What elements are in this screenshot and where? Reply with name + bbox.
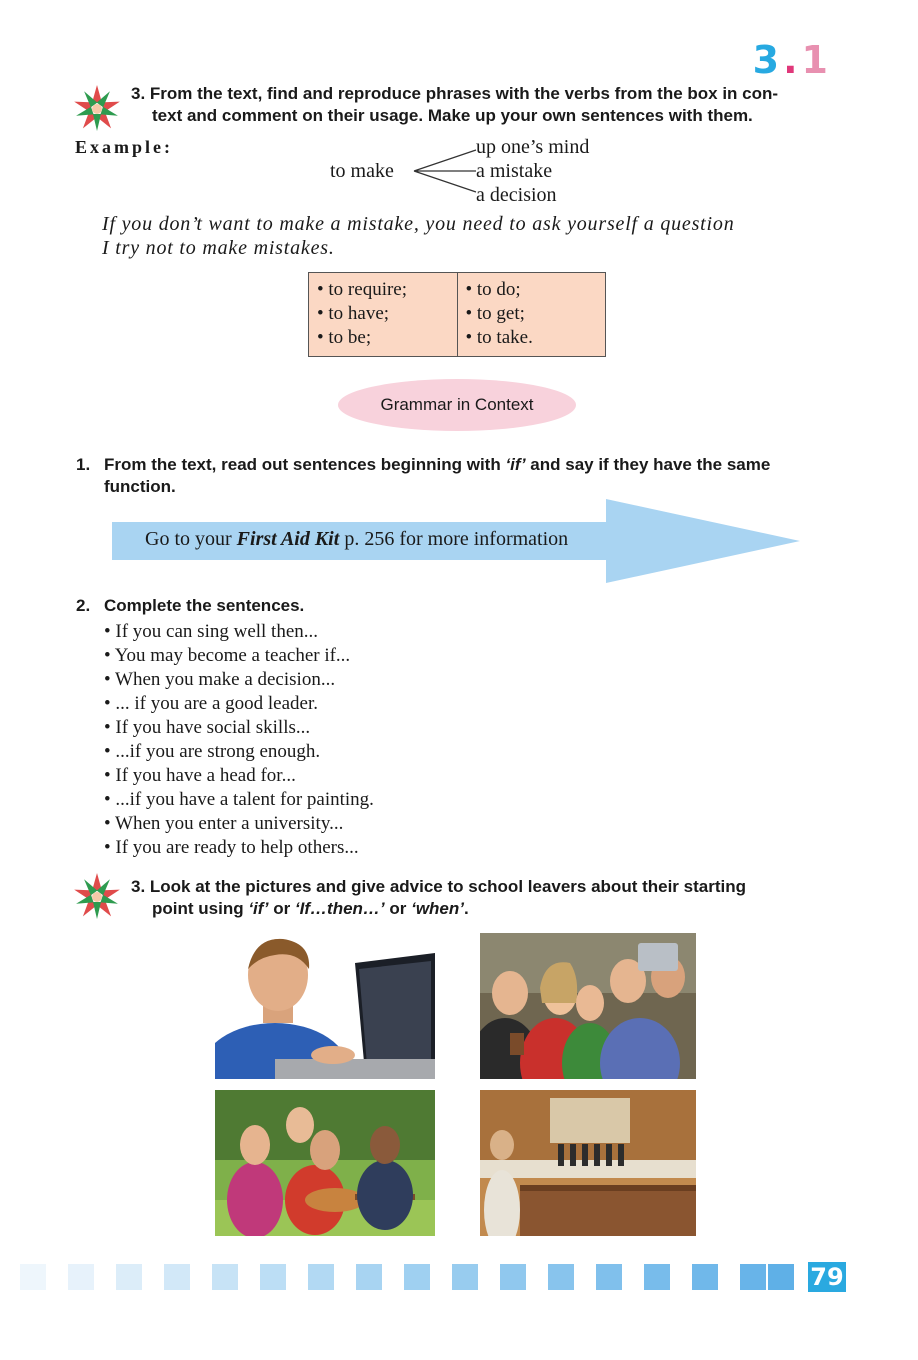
photo-teens-guitar [215, 1090, 435, 1236]
sentence-list [104, 620, 374, 860]
emphasis: ‘If…then…’ [294, 899, 385, 918]
verb-item: • to be; [317, 327, 372, 348]
text-run: or [268, 899, 295, 918]
branch-item: up one’s mind [476, 136, 590, 158]
text-run: p. 256 for more information [339, 528, 569, 550]
verb-item: • to take. [465, 327, 533, 348]
branch-item: a mistake [476, 160, 553, 182]
unit-major: 3 [752, 38, 784, 82]
verb-box-column-2 [457, 273, 606, 356]
text-run: . [464, 899, 469, 918]
emphasis: First Aid Kit [236, 528, 340, 550]
list-item: • When you make a decision... [104, 669, 336, 690]
photo-boy-laptop [215, 933, 435, 1079]
photo-courtroom [480, 1090, 696, 1236]
page-number: 79 [808, 1262, 846, 1292]
unit-minor: 1 [801, 38, 832, 82]
list-item: • ...if you are strong enough. [104, 741, 321, 762]
photo-friends-selfie [480, 933, 696, 1079]
task1-line2: function. [104, 477, 176, 496]
section-badge: Grammar in Context [338, 379, 576, 431]
verb-box [308, 272, 606, 357]
list-item: • ...if you have a talent for painting. [104, 789, 374, 810]
task3-top-line2: text and comment on their usage. Make up your own sentences with them. [152, 106, 753, 125]
verb-box-column-1 [309, 273, 457, 356]
task1-number: 1. [76, 455, 91, 474]
example-label: Example: [75, 137, 173, 157]
star-icon [72, 872, 122, 922]
emphasis: ‘when’ [411, 899, 464, 918]
list-item: • If you can sing well then... [104, 621, 319, 642]
emphasis: ‘if’ [505, 455, 526, 474]
task2-number: 2. [76, 596, 91, 615]
task3-top-line1: 3. From the text, find and reproduce phrases with the verbs from the box in con- [131, 84, 779, 103]
list-item: • You may become a teacher if... [104, 645, 351, 666]
arrow-text [145, 528, 568, 551]
example-verb: to make [330, 160, 394, 182]
unit-dot: . [783, 38, 802, 82]
text-run: point using [152, 899, 249, 918]
verb-item: • to require; [317, 279, 408, 300]
text-run: and say if they have the same [525, 455, 771, 474]
task3-bottom-line1: 3. Look at the pictures and give advice to school leavers about their starting [131, 877, 746, 896]
list-item: • If you have a head for... [104, 765, 296, 786]
branch-item: a decision [476, 184, 557, 206]
footer-decoration [0, 1262, 918, 1292]
list-item: • If you are ready to help others... [104, 837, 359, 858]
task3-bottom-line2 [152, 898, 469, 920]
example-sentence: I try not to make mistakes. [102, 237, 335, 259]
verb-item: • to do; [465, 279, 521, 300]
verb-item: • to have; [317, 303, 390, 324]
verb-item: • to get; [465, 303, 525, 324]
task2-title: Complete the sentences. [104, 596, 305, 615]
star-icon [72, 84, 122, 134]
text-run: From the text, read out sentences beginning with [104, 455, 506, 474]
task1-line1 [104, 454, 770, 476]
example-sentence: If you don’t want to make a mistake, you need to ask yourself a question [102, 213, 735, 235]
list-item: • If you have social skills... [104, 717, 311, 738]
list-item: • ... if you are a good leader. [104, 693, 318, 714]
unit-number [753, 38, 832, 82]
emphasis: ‘if’ [248, 899, 269, 918]
branch-lines [410, 146, 480, 196]
text-run: or [384, 899, 412, 918]
list-item: • When you enter a university... [104, 813, 344, 834]
text-run: Go to your [145, 528, 237, 550]
